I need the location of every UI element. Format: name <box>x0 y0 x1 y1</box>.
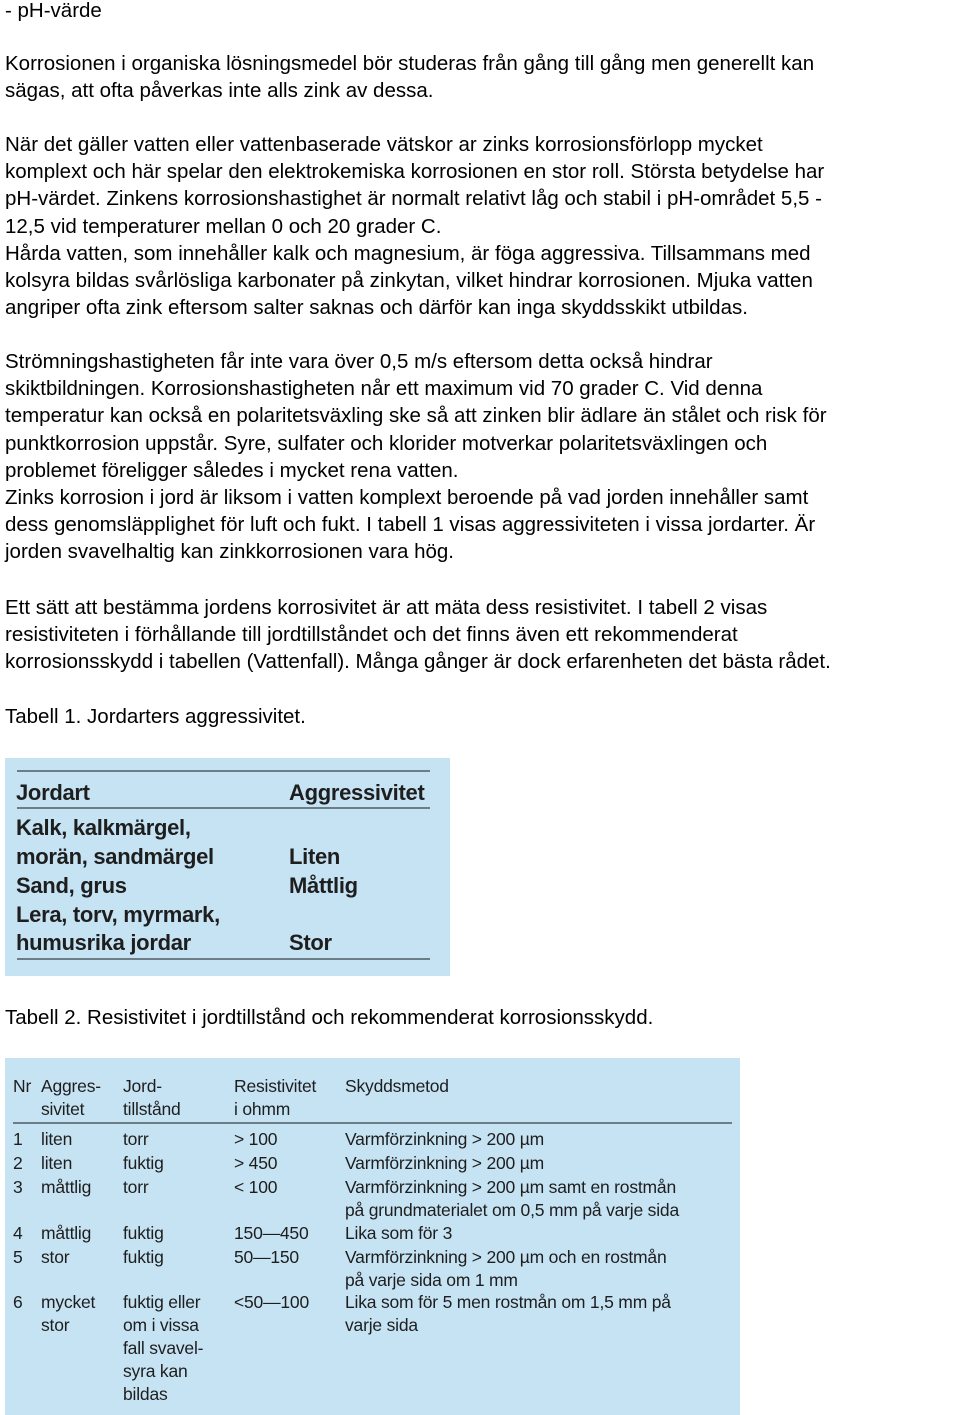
table1-soil-line: humusrika jordar <box>16 930 191 955</box>
table2-cell-line: torr <box>123 1129 149 1149</box>
table2-cell-line: 6 <box>13 1292 23 1312</box>
table2-cell-aggr <box>41 1222 91 1245</box>
table2-cell-line: Lika som för 5 men rostmån om 1,5 mm på <box>345 1292 671 1312</box>
text-line: kolsyra bildas svårlösliga karbonater på zinkytan, vilket hindrar korrosionen. Mjuka vatten <box>5 269 813 293</box>
table2-cell-skydd <box>345 1176 679 1222</box>
table2-cell-line: måttlig <box>41 1177 92 1197</box>
text-line: Tabell 2. Resistivitet i jordtillstånd och rekommenderat korrosionsskydd. <box>5 1006 654 1029</box>
table2-cell-resist <box>234 1128 277 1151</box>
table2-header-line: Aggres- <box>41 1076 101 1096</box>
table2-cell-line: > 450 <box>234 1153 278 1173</box>
table2-cell-line: 150—450 <box>234 1223 309 1243</box>
table2-cell-resist <box>234 1222 309 1245</box>
table2-header-line: Jord- <box>123 1076 162 1096</box>
table2-cell-aggr <box>41 1246 69 1269</box>
table2-cell-line: Varmförzinkning > 200 µm samt en rostmån <box>345 1177 676 1197</box>
table2-cell-line: fuktig <box>123 1223 164 1243</box>
table2-cell-line: torr <box>123 1177 149 1197</box>
table2-cell-line: fall svavel- <box>123 1338 204 1358</box>
text-line: skiktbildningen. Korrosionshastigheten når ett maximum vid 70 grader C. Vid denna <box>5 377 763 401</box>
table2-cell-nr <box>13 1176 23 1199</box>
text-line: problemet föreligger således i mycket rena vatten. <box>5 458 459 482</box>
text-line: komplext och här spelar den elektrokemiska korrosionen en stor roll. Största betydelse har <box>5 160 825 184</box>
text-line: pH-värdet. Zinkens korrosionshastighet är normalt relativt låg och stabil i pH-området 5,5 - <box>5 187 822 211</box>
text-line: Tabell 1. Jordarters aggressivitet. <box>5 705 306 728</box>
table2-cell-resist <box>234 1291 309 1314</box>
table2-header-aggressivitet <box>41 1075 101 1121</box>
table1-top-rule <box>17 770 430 772</box>
table2-cell-line: varje sida <box>345 1315 418 1335</box>
table2-cell-line: mycket <box>41 1292 96 1312</box>
text-line: korrosionsskydd i tabellen (Vattenfall). Många gånger är dock erfarenheten det bästa rådet. <box>5 650 831 674</box>
table1-aggr-line: Måttlig <box>289 873 358 898</box>
table1-aggr-line: Stor <box>289 930 332 955</box>
table2-cell-line: > 100 <box>234 1129 278 1149</box>
text-line: Strömningshastigheten får inte vara över 0,5 m/s eftersom detta också hindrar <box>5 350 713 373</box>
text-line: Ett sätt att bestämma jordens korrosivitet är att mäta dess resistivitet. I tabell 2 visas <box>5 596 768 619</box>
paragraph-stromningshastighet <box>5 348 960 566</box>
table2-cell-jord <box>123 1246 164 1269</box>
table2-cell-line: fuktig <box>123 1153 164 1173</box>
table2-header-resistivitet <box>234 1075 316 1121</box>
table-resistivitet-korrosionsskydd <box>5 1058 740 1415</box>
table2-cell-line: måttlig <box>41 1223 92 1243</box>
table2-cell-line: fuktig eller <box>123 1292 201 1312</box>
table2-cell-skydd <box>345 1128 544 1151</box>
table1-soil-line: morän, sandmärgel <box>16 844 214 869</box>
table1-soil-line: Kalk, kalkmärgel, <box>16 815 191 840</box>
table2-cell-line: syra kan <box>123 1361 188 1381</box>
table2-cell-line: 1 <box>13 1129 23 1149</box>
table2-cell-nr <box>13 1152 23 1175</box>
table2-cell-line: på grundmaterialet om 0,5 mm på varje sida <box>345 1200 679 1220</box>
table1-bottom-rule <box>17 958 430 960</box>
table2-cell-line: 4 <box>13 1223 23 1243</box>
text-line: jorden svavelhaltig kan zinkkorrosionen vara hög. <box>5 540 454 564</box>
text-line: - pH-värde <box>5 0 102 22</box>
table2-cell-line: stor <box>41 1315 70 1335</box>
table2-cell-line: om i vissa <box>123 1315 199 1335</box>
table1-header-aggressivitet: Aggressivitet <box>289 780 425 805</box>
table2-cell-line: liten <box>41 1129 73 1149</box>
table2-cell-skydd <box>345 1246 667 1292</box>
table2-cell-aggr <box>41 1291 95 1337</box>
table2-cell-line: 50—150 <box>234 1247 299 1267</box>
table2-cell-jord <box>123 1176 148 1199</box>
table2-cell-nr <box>13 1222 23 1245</box>
table2-cell-line: 5 <box>13 1247 23 1267</box>
text-line: När det gäller vatten eller vattenbaserade vätskor ar zinks korrosionsförlopp mycket <box>5 133 763 156</box>
table2-cell-line: 3 <box>13 1177 23 1197</box>
table2-cell-line: Varmförzinkning > 200 µm <box>345 1129 545 1149</box>
text-line: 12,5 vid temperaturer mellan 0 och 20 grader C. <box>5 214 442 238</box>
table2-cell-line: < 100 <box>234 1177 278 1197</box>
table2-cell-resist <box>234 1176 277 1199</box>
table2-cell-line: på varje sida om 1 mm <box>345 1270 518 1290</box>
table2-cell-line: fuktig <box>123 1247 164 1267</box>
text-line: dess genomsläpplighet för luft och fukt. I tabell 1 visas aggressiviteten i vissa jordarter. Är <box>5 513 816 537</box>
table2-cell-resist <box>234 1152 277 1175</box>
table2-cell-skydd <box>345 1152 544 1175</box>
table-jordarters-aggressivitet <box>5 758 450 976</box>
table2-header-line: Resistivitet <box>234 1076 317 1096</box>
table2-cell-jord <box>123 1152 164 1175</box>
table2-cell-skydd <box>345 1222 452 1245</box>
table2-cell-line: Varmförzinkning > 200 µm och en rostmån <box>345 1247 667 1267</box>
paragraph-resistivitet <box>5 594 960 676</box>
table2-cell-nr <box>13 1291 23 1314</box>
table2-cell-jord <box>123 1128 148 1151</box>
table2-header-rule <box>13 1122 732 1124</box>
table2-cell-nr <box>13 1128 23 1151</box>
table2-cell-line: stor <box>41 1247 70 1267</box>
text-line: angriper ofta zink eftersom salter saknas och därför kan inga skyddsskikt utbildas. <box>5 296 748 320</box>
table2-cell-aggr <box>41 1152 72 1175</box>
table1-header-jordart: Jordart <box>16 780 90 805</box>
text-line: sägas, att ofta påverkas inte alls zink av dessa. <box>5 79 434 103</box>
text-line: Korrosionen i organiska lösningsmedel bör studeras från gång till gång men generellt kan <box>5 52 815 75</box>
table2-cell-line: Varmförzinkning > 200 µm <box>345 1153 545 1173</box>
table2-cell-line: Lika som för 3 <box>345 1223 453 1243</box>
paragraph-vatten <box>5 131 960 321</box>
table2-cell-line: liten <box>41 1153 73 1173</box>
table2-cell-nr <box>13 1246 23 1269</box>
table2-cell-line: <50—100 <box>234 1292 309 1312</box>
table2-cell-line: 2 <box>13 1153 23 1173</box>
table2-cell-aggr <box>41 1176 91 1199</box>
text-line: Hårda vatten, som innehåller kalk och magnesium, är föga aggressiva. Tillsammans med <box>5 241 811 265</box>
table2-header-skyddsmetod: Skyddsmetod <box>345 1076 449 1096</box>
text-line: resistiviteten i förhållande till jordtillståndet och det finns även ett rekommenderat <box>5 623 738 647</box>
paragraph-organiska-losningsmedel <box>5 50 960 104</box>
table2-header-nr: Nr <box>13 1076 32 1096</box>
text-line: Zinks korrosion i jord är liksom i vatten komplext beroende på vad jorden innehåller samt <box>5 486 809 510</box>
text-line: punktkorrosion uppstår. Syre, sulfater och klorider motverkar polaritetsväxlingen och <box>5 431 768 455</box>
table2-header-jordtillstand <box>123 1075 181 1121</box>
table2-cell-aggr <box>41 1128 72 1151</box>
table2-header-line: tillstånd <box>123 1099 181 1119</box>
table1-soil-line: Lera, torv, myrmark, <box>16 902 220 927</box>
table2-cell-line: bildas <box>123 1384 168 1404</box>
table2-cell-jord <box>123 1222 164 1245</box>
table1-caption <box>5 703 960 730</box>
table2-cell-jord <box>123 1291 203 1406</box>
table1-soil-line: Sand, grus <box>16 873 127 898</box>
table2-header-line: i ohmm <box>234 1099 291 1119</box>
table1-header-rule <box>17 807 430 809</box>
text-line: temperatur kan också en polaritetsväxling ske så att zinken blir ädlare än stålet och risk för <box>5 404 827 428</box>
table2-cell-resist <box>234 1246 299 1269</box>
table1-aggr-line: Liten <box>289 844 341 869</box>
table2-cell-skydd <box>345 1291 671 1337</box>
table2-header-line: sivitet <box>41 1099 85 1119</box>
table2-caption <box>5 1004 960 1031</box>
paragraph-ph-varde <box>5 0 960 24</box>
